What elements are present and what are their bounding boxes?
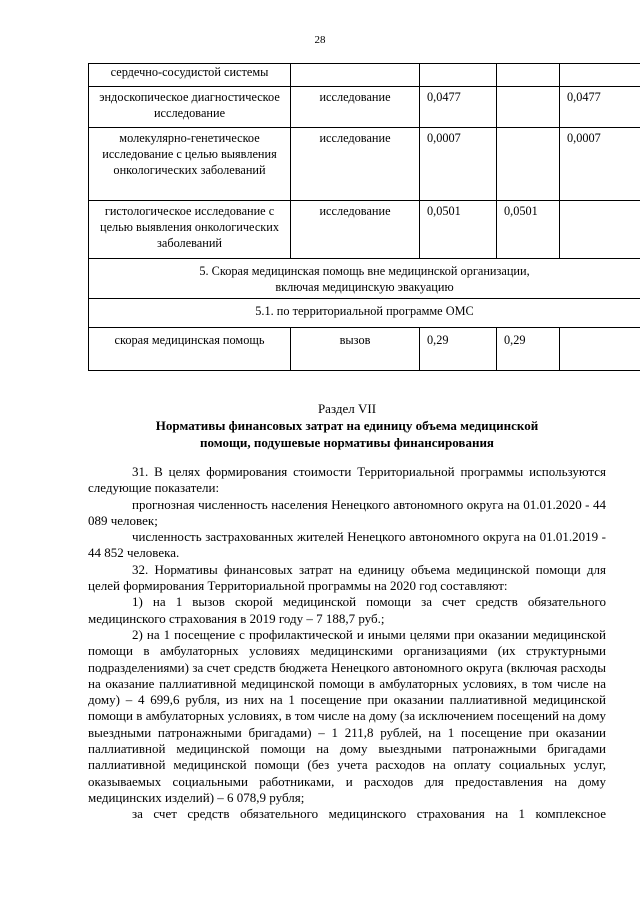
table-cell: 0,0477 [420,87,497,128]
table-cell: исследование [291,201,420,259]
table-cell [497,128,560,201]
table-row [89,64,640,87]
table-row [89,259,640,299]
table-cell: 0,29 [420,328,497,371]
table-cell: 0,0477 [560,87,640,128]
table-cell: 0,0007 [420,128,497,201]
table-row [89,299,640,328]
section-title [88,418,606,451]
table-row [89,201,640,259]
paragraph: 1) на 1 вызов скорой медицинской помощи за счет средств обязательного медицинского страхования в 2019 году – 7 188,7 руб.; [88,594,606,626]
paragraph: численность застрахованных жителей Ненецкого автономного округа на 01.01.2019 - 44 852 человека. [88,529,606,561]
table-cell [420,64,497,87]
section-5-line1: 5. Скорая медицинская помощь вне медицинской организации, [199,264,530,278]
table-cell [560,201,640,259]
section-5-line2: включая медицинскую эвакуацию [275,280,454,294]
table-cell: гистологическое исследование с целью выявления онкологических заболеваний [89,201,291,259]
table-section-header [89,259,640,299]
table-cell: эндоскопическое диагностическое исследование [89,87,291,128]
paragraph: 2) на 1 посещение с профилактической и иными целями при оказании медицинской помощи в амбулаторных условиях медицинскими организациями (их структурными подразделениями) за счет средств бюджета Ненецкого автономного округа (включая расходы на оказание паллиативной медицинской помощи в амбулаторных условиях, в том числе на дому) – 4 699,6 рубля, из них на 1 посещение при оказании паллиативной медицинской помощи в амбулаторных условиях, в том числе на дому (за исключением посещений на дому выездными патронажными бригадами) – 1 211,8 рублей, на 1 посещение при оказании паллиативной медицинской помощи на дому выездными патронажными бригадами паллиативной медицинской помощи (без учета расходов на оплату социальных услуг, оказываемых социальными работниками, и расходов для предоставления на дому медицинских изделий) – 6 078,9 рубля; [88,626,606,805]
norms-table [88,63,640,371]
paragraph: прогнозная численность населения Ненецкого автономного округа на 01.01.2020 - 44 089 человек; [88,496,606,528]
table-cell: исследование [291,87,420,128]
table-cell: молекулярно-генетическое исследование с целью выявления онкологических заболеваний [89,128,291,201]
body-text [88,464,606,823]
table-row [89,328,640,371]
paragraph: за счет средств обязательного медицинского страхования на 1 комплексное [132,806,606,822]
table-cell [560,328,640,371]
table-cell [291,64,420,87]
table-row [89,128,640,201]
page-number: 28 [314,34,326,46]
table-cell: 0,29 [497,328,560,371]
table-cell [497,87,560,128]
table-cell: 0,0007 [560,128,640,201]
paragraph: 31. В целях формирования стоимости Территориальной программы используются следующие показатели: [88,464,606,496]
table-cell: сердечно-сосудистой системы [89,64,291,87]
table-cell: 0,0501 [497,201,560,259]
table-subsection-header: 5.1. по территориальной программе ОМС [89,299,640,328]
table-cell: скорая медицинская помощь [89,328,291,371]
section-title-line1: Нормативы финансовых затрат на единицу объема медицинской [155,418,539,433]
table-cell [497,64,560,87]
table-cell [560,64,640,87]
paragraph: 32. Нормативы финансовых затрат на единицу объема медицинской помощи для целей формирования Территориальной программы на 2020 год составляют: [88,561,606,594]
table-cell: вызов [291,328,420,371]
section-title-line2: помощи, подушевые нормативы финансирования [200,434,494,450]
table-cell: 0,0501 [420,201,497,259]
table-cell: исследование [291,128,420,201]
section-label: Раздел VII [317,401,377,416]
table-row [89,87,640,128]
